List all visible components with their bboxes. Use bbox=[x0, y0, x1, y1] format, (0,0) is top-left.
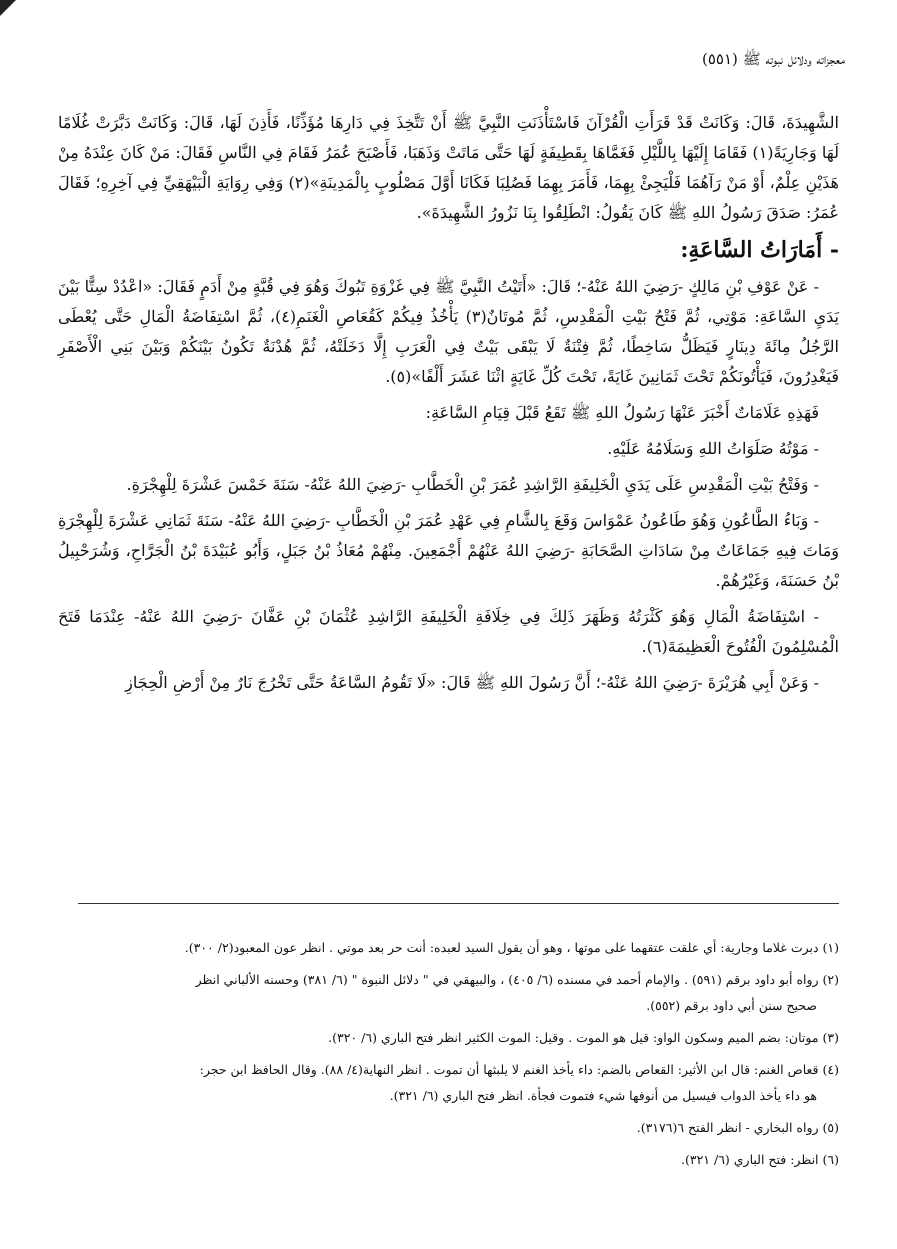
paragraph: - مَوْتُهُ صَلَوَاتُ اللهِ وَسَلَامُهُ عَلَيْهِ. bbox=[607, 439, 819, 458]
footnote-text: (٣) موتان: بضم الميم وسكون الواو: قيل هو الموت . وقيل: الموت الكثير انظر فتح الباري (٦/ ٣٢٠). bbox=[328, 1030, 839, 1045]
paragraph: فَهَذِهِ عَلَامَاتٌ أَخْبَرَ عَنْهَا رَسُولُ اللهِ ﷺ تَقَعُ قَبْلَ قِيَامِ السَّاعَةِ: bbox=[425, 403, 819, 422]
footnote bbox=[58, 1115, 839, 1141]
footnote-continuation: صحيح سنن أبي داود برقم (٥٥٢). bbox=[646, 998, 817, 1013]
footnote bbox=[58, 935, 839, 961]
paragraph: - وَبَاءُ الطَّاعُونِ وَهُوَ طَاعُونُ عَمْوَاسَ وَقَعَ بِالشَّامِ فِي عَهْدِ عُمَرَ بْنِ الْخَطَّابِ -رَضِيَ اللهُ عَنْهُ- سَنَةَ ثَمَانِي عَشْرَةَ لِلْهِجْرَةِ وَمَاتَ فِيهِ جَمَاعَاتٌ مِنْ سَادَاتِ الصَّحَابَةِ -رَضِيَ اللهُ عَنْهُمْ أَجْمَعِينَ. مِنْهُمْ مُعَاذُ بْنُ جَبَلٍ، وَأَبُو عُبَيْدَةَ بْنُ الْجَرَّاحِ، وَشُرَحْبِيلُ بْنُ حَسَنَةَ، وَغَيْرُهُمْ. bbox=[58, 511, 839, 590]
paragraph: - وَعَنْ أَبِي هُرَيْرَةَ -رَضِيَ اللهُ عَنْهُ-؛ أَنَّ رَسُولَ اللهِ ﷺ قَالَ: «لَا تَقُومُ السَّاعَةُ حَتَّى تَخْرُجَ نَارٌ مِنْ أَرْضِ الْحِجَازِ bbox=[125, 673, 819, 692]
footnote-text: (٤) قعاص الغنم: قال ابن الأثير: القعاص بالضم: داء يأخذ الغنم لا يلبثها أن تموت . انظر النهاية(٤/ ٨٨). وقال الحافظ ابن حجر: bbox=[199, 1062, 839, 1077]
footnote-continuation: هو داء يأخذ الدواب فيسيل من أنوفها شيء فتموت فجأة. انظر فتح الباري (٦/ ٣٢١). bbox=[389, 1088, 817, 1103]
footnotes bbox=[58, 935, 839, 1179]
paragraph: - وَفَتْحُ بَيْتِ الْمَقْدِسِ عَلَى يَدَيِ الْخَلِيفَةِ الرَّاشِدِ عُمَرَ بْنِ الْخَطَّابِ -رَضِيَ اللهُ عَنْهُ- سَنَةَ خَمْسَ عَشْرَةَ لِلْهِجْرَةِ. bbox=[126, 475, 819, 494]
paragraph: - اسْتِفَاضَةُ الْمَالِ وَهُوَ كَثْرَتُهُ وَظَهَرَ ذَلِكَ فِي خِلَافَةِ الْخَلِيفَةِ الرَّاشِدِ عُثْمَانَ بْنِ عَفَّانَ -رَضِيَ اللهُ عَنْهُ- عِنْدَمَا فَتَحَ الْمُسْلِمُونَ الْفُتُوحَ الْعَظِيمَةَ(٦). bbox=[58, 607, 839, 656]
scan-corner-mark bbox=[0, 0, 16, 16]
footnote-text: (٢) رواه أبو داود برقم (٥٩١) . والإمام أحمد في مسنده (٦/ ٤٠٥) ، والبيهقي في " دلائل النبوة " (٦/ ٣٨١) وحسنه الألباني انظر bbox=[195, 972, 839, 987]
section-heading: - أَمَارَاتُ السَّاعَةِ: bbox=[680, 237, 839, 263]
footnote bbox=[58, 967, 839, 1019]
paragraph: - عَنْ عَوْفِ بْنِ مَالِكٍ -رَضِيَ اللهُ عَنْهُ-؛ قَالَ: «أَتَيْتُ النَّبِيَّ ﷺ فِي غَزْوَةِ تَبُوكَ وَهُوَ فِي قُبَّةٍ مِنْ أَدَمٍ فَقَالَ: «اعْدُدْ سِتًّا بَيْنَ يَدَيِ السَّاعَةِ: مَوْتِي، ثُمَّ فَتْحُ بَيْتِ الْمَقْدِسِ، ثُمَّ مُوتَانٌ(٣) يَأْخُذُ فِيكُمْ كَقُعَاصِ الْغَنَمِ(٤)، ثُمَّ اسْتِفَاضَةُ الْمَالِ حَتَّى يُعْطَى الرَّجُلُ مِائَةَ دِينَارٍ فَيَظَلُّ سَاخِطًا، ثُمَّ فِتْنَةٌ لَا يَبْقَى بَيْتٌ فِي الْعَرَبِ إِلَّا دَخَلَتْهُ، ثُمَّ هُدْنَةٌ تَكُونُ بَيْنَكُمْ وَبَيْنَ بَنِي الْأَصْفَرِ فَيَغْدِرُونَ، فَيَأْتُونَكُمْ تَحْتَ ثَمَانِينَ غَايَةً، تَحْتَ كُلِّ غَايَةٍ اثْنَا عَشَرَ أَلْفًا»(٥). bbox=[58, 277, 839, 386]
footnote-text: (١) دبرت غلاما وجارية: أي علقت عتقهما على موتها ، وهو أن يقول السيد لعبده: أنت حر بعد موتي . انظر عون المعبود(٢/ ٣٠٠). bbox=[184, 940, 839, 955]
footnote-text: (٦) انظر: فتح الباري (٦/ ٣٢١). bbox=[681, 1152, 839, 1167]
footnote-separator bbox=[78, 903, 839, 904]
footnote bbox=[58, 1147, 839, 1173]
paragraph: الشَّهِيدَةَ، قَالَ: وَكَانَتْ قَدْ قَرَأَتِ الْقُرْآنَ فَاسْتَأْذَنَتِ النَّبِيَّ ﷺ أَنْ تَتَّخِذَ فِي دَارِهَا مُؤَذِّنًا، فَأَذِنَ لَهَا، قَالَ: وَكَانَتْ دَبَّرَتْ غُلَامًا لَهَا وَجَارِيَةً(١) فَقَامَا إِلَيْهَا بِاللَّيْلِ فَغَمَّاهَا بِقَطِيفَةٍ لَهَا حَتَّى مَاتَتْ وَذَهَبَا، فَأَصْبَحَ عُمَرُ فَقَامَ فِي النَّاسِ فَقَالَ: مَنْ كَانَ عِنْدَهُ مِنْ هَذَيْنِ عِلْمٌ، أَوْ مَنْ رَآهُمَا فَلْيَجِئْ بِهِمَا، فَأَمَرَ بِهِمَا فَصُلِبَا فَكَانَا أَوَّلَ مَصْلُوبٍ بِالْمَدِينَةِ»(٢) وَفِي رِوَايَةِ الْبَيْهَقِيِّ فِي آخِرِهِ؛ فَقَالَ عُمَرُ: صَدَقَ رَسُولُ اللهِ ﷺ كَانَ يَقُولُ: انْطَلِقُوا بِنَا نَزُورُ الشَّهِيدَةَ». bbox=[58, 113, 840, 222]
running-header: معجزاته ودلائل نبوته ﷺ (٥٥١) bbox=[702, 50, 845, 68]
footnote-text: (٥) رواه البخاري - انظر الفتح ٦(٣١٧٦). bbox=[636, 1120, 839, 1135]
main-text bbox=[58, 108, 839, 704]
footnote bbox=[58, 1025, 839, 1051]
footnote bbox=[58, 1057, 839, 1109]
